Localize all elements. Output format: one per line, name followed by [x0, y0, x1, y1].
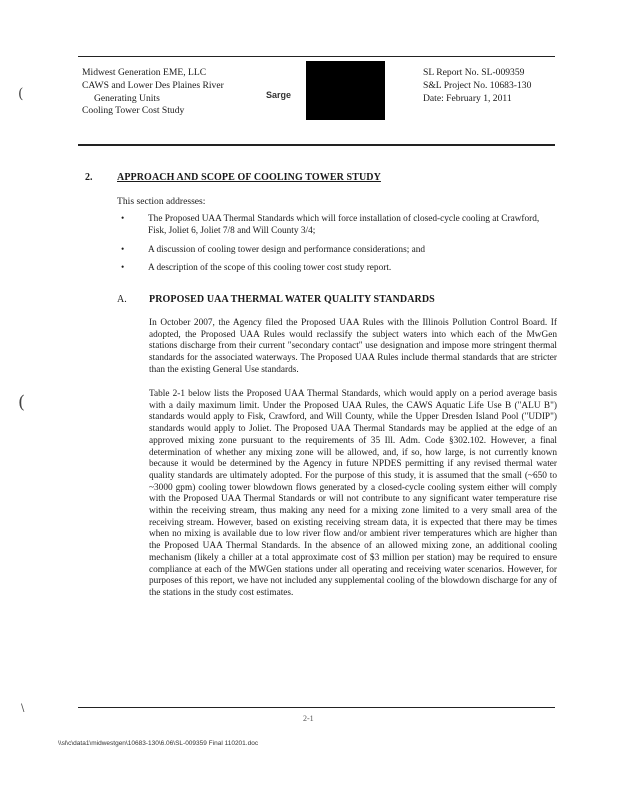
bullet-text: The Proposed UAA Thermal Standards which will force installation of closed-cycle cooling at Crawford, Fisk, Joliet 6, Joliet 7/8 and Will County 3/4;: [148, 214, 540, 237]
header-right-block: [423, 67, 531, 105]
section-intro: This section addresses:: [117, 196, 206, 207]
header-study: Cooling Tower Cost Study: [82, 105, 185, 117]
header-units: Generating Units: [94, 92, 160, 104]
header-project-number: S&L Project No. 10683-130: [423, 79, 532, 91]
footer-rule: [78, 707, 555, 708]
redaction-box: [306, 61, 385, 120]
paragraph-1: In October 2007, the Agency filed the Proposed UAA Rules with the Illinois Pollution Control Board. If adopted, the Proposed UAA Rules would reclassify the subject waters into which each of the MwGen stations discharge from their current "secondary contact" use designation and impose more stringent thermal standards for the associated waterways. The Proposed UAA Rules include thermal standards that are stricter than the existing General Use standards.: [149, 318, 557, 375]
bullet-list: [117, 213, 557, 281]
section-title: APPROACH AND SCOPE OF COOLING TOWER STUDY: [117, 172, 381, 183]
paragraph-2: Table 2-1 below lists the Proposed UAA Thermal Standards, which would apply on a period average basis with a daily maximum limit. Under the Proposed UAA Rules, the CAWS Aquatic Life Use B ("ALU B") standards would apply to Fisk, Crawford, and Will County, while the Upper Dresden Island Pool ("UDIP") standards would apply to Joliet. The Proposed UAA Thermal Standards may be applied at the edge of an approved mixing zone pursuant to the requirements of 35 Ill. Adm. Code §302.102. However, a final determination of whether any mixing zone will be allowed, and, if so, how large, is not currently known because it would be determined by the Agency in future NPDES permitting if any revised thermal water quality standards are ultimately adopted. For the purpose of this study, it is assumed that the small (~650 to ~3000 gpm) cooling tower blowdown flows generated by a closed-cycle cooling system either will comply with the Proposed UAA Thermal Standards or will not contribute to any significant water temperature rise within the receiving stream, thus making any need for a mixing zone limited to a very small area of the receiving stream. However, based on existing receiving stream data, it is expected that there may be times when no mixing is available due to low river flow and/or ambient river temperatures which are higher than the Proposed UAA Thermal Standards. In the absence of an allowed mixing zone, an additional cooling mechanism (likely a chiller at a total approximate cost of $3 million per station) may be required to ensure compliance at each of the MWGen stations under all operating and receiving water scenarios. However, for purposes of this report, we have not included any supplemental cooling of the blowdown discharge for any of the stations in the study cost estimates.: [149, 389, 557, 598]
margin-mark: \: [21, 703, 25, 714]
footer-file-path: \\sl\c\data1\midwestgen\10683-130\6.06\SL-009359 Final 110201.doc: [58, 740, 259, 747]
header-top-rule: [78, 56, 555, 57]
bullet-item: [117, 244, 557, 256]
bullet-item: [117, 262, 557, 274]
margin-mark: (: [18, 392, 26, 413]
bullet-item: [117, 213, 557, 238]
subsection-letter: A.: [117, 294, 127, 305]
bullet-text: A discussion of cooling tower design and performance considerations; and: [148, 244, 426, 255]
header-project: CAWS and Lower Des Plaines River: [82, 79, 224, 91]
subsection-title: PROPOSED UAA THERMAL WATER QUALITY STANDARDS: [149, 294, 435, 305]
header-company: Midwest Generation EME, LLC: [82, 67, 207, 78]
header-date: Date: February 1, 2011: [423, 92, 512, 104]
bullet-icon: •: [121, 263, 125, 274]
header-report-number: SL Report No. SL-009359: [423, 67, 525, 78]
bullet-icon: •: [121, 244, 125, 255]
bullet-text: A description of the scope of this cooling tower cost study report.: [148, 263, 392, 274]
section-number: 2.: [85, 172, 93, 183]
bullet-icon: •: [121, 214, 125, 224]
page-number: 2-1: [303, 714, 314, 723]
company-logo: Sarge: [266, 90, 292, 100]
margin-mark: (: [18, 86, 24, 102]
header-bottom-rule: [78, 144, 555, 146]
header-left-block: [82, 67, 224, 118]
